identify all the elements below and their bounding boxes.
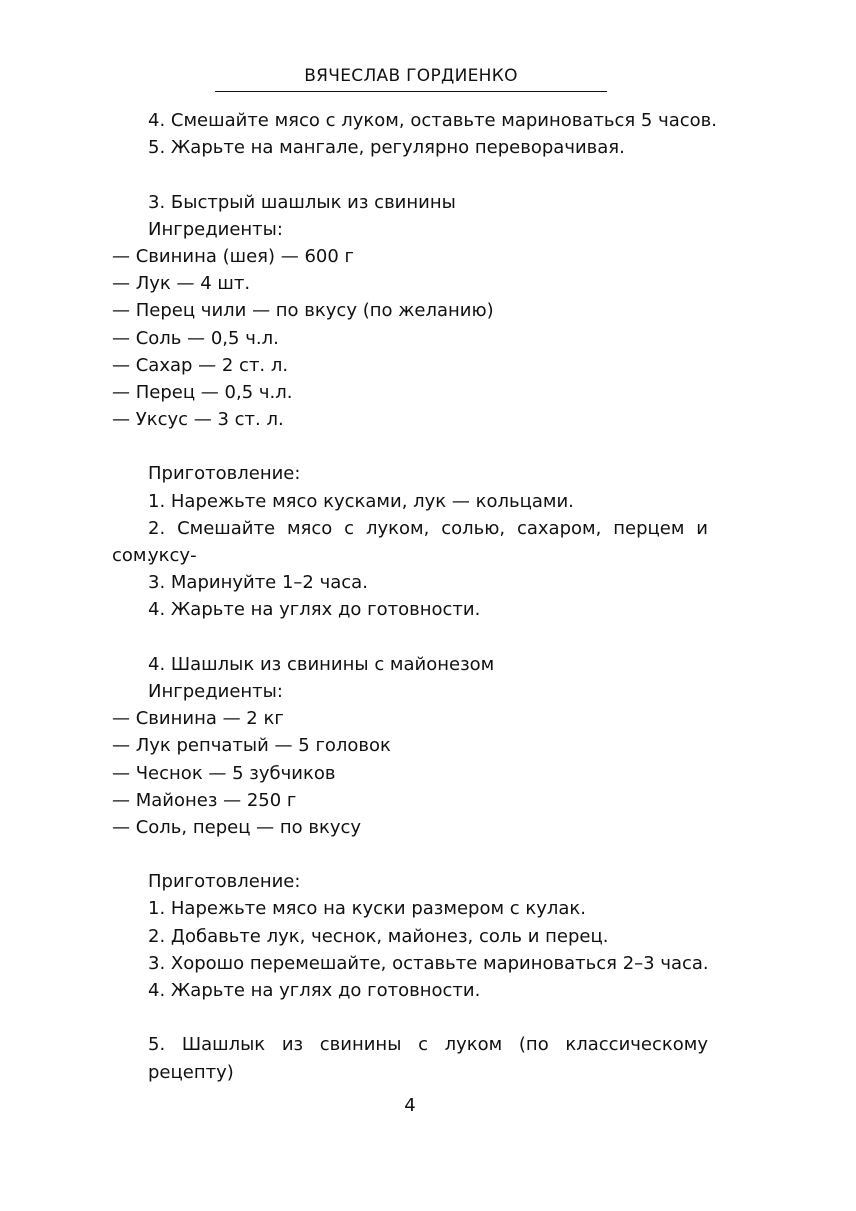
recipe-step: 1. Нарежьте мясо на куски размером с кулак. — [148, 898, 587, 920]
ingredient-item: — Сахар — 2 ст. л. — [112, 354, 289, 376]
ingredient-item: — Свинина — 2 кг — [112, 708, 284, 730]
ingredient-item: — Соль — 0,5 ч.л. — [112, 327, 279, 349]
blank-line — [112, 841, 708, 868]
recipe-step: 4. Жарьте на углях до готовности. — [148, 599, 481, 621]
page-body — [112, 107, 718, 1083]
recipe-step: 5. Жарьте на мангале, регулярно переворачивая. — [148, 137, 625, 159]
ingredient-item: — Лук репчатый — 5 головок — [112, 735, 391, 757]
ingredient-item: — Лук — 4 шт. — [112, 273, 251, 295]
page-number: 4 — [404, 1095, 416, 1116]
recipe-step: 1. Нарежьте мясо кусками, лук — кольцами. — [148, 490, 574, 512]
recipe-step-continuation: сом. — [112, 545, 153, 566]
recipe-step: 2. Добавьте лук, чеснок, майонез, соль и перец. — [148, 925, 609, 947]
recipe-title: 4. Шашлык из свинины с майонезом — [148, 653, 495, 675]
blank-line — [112, 624, 708, 651]
ingredient-item: — Соль, перец — по вкусу — [112, 816, 362, 838]
ingredients-heading: Ингредиенты: — [148, 680, 283, 702]
preparation-heading: Приготовление: — [148, 871, 301, 893]
blank-line — [112, 1004, 708, 1031]
recipe-title: 5. Шашлык из свинины с луком (по классическому рецепту) — [148, 1034, 708, 1083]
recipe-step: 3. Хорошо перемешайте, оставьте мариноваться 2–3 часа. — [148, 952, 709, 974]
blank-line — [112, 433, 708, 460]
recipe-step: 4. Смешайте мясо с луком, оставьте мариноваться 5 часов. — [148, 110, 718, 131]
ingredient-item: — Чеснок — 5 зубчиков — [112, 762, 336, 784]
blank-line — [112, 161, 708, 188]
recipe-step: 2. Смешайте мясо с луком, солью, сахаром, перцем и уксу- — [148, 517, 708, 567]
ingredient-item: — Перец — 0,5 ч.л. — [112, 381, 293, 403]
running-head-author: ВЯЧЕСЛАВ ГОРДИЕНКО — [304, 66, 518, 86]
ingredients-heading: Ингредиенты: — [148, 218, 283, 240]
ingredient-item: — Уксус — 3 ст. л. — [112, 409, 284, 431]
recipe-title: 3. Быстрый шашлык из свинины — [148, 191, 456, 213]
ingredient-item: — Перец чили — по вкусу (по желанию) — [112, 300, 494, 322]
recipe-step: 4. Жарьте на углях до готовности. — [148, 980, 481, 1001]
header-rule — [215, 91, 607, 92]
ingredient-item: — Майонез — 250 г — [112, 789, 297, 811]
ingredient-item: — Свинина (шея) — 600 г — [112, 245, 354, 267]
preparation-heading: Приготовление: — [148, 463, 301, 485]
recipe-step: 3. Маринуйте 1–2 часа. — [148, 572, 368, 594]
